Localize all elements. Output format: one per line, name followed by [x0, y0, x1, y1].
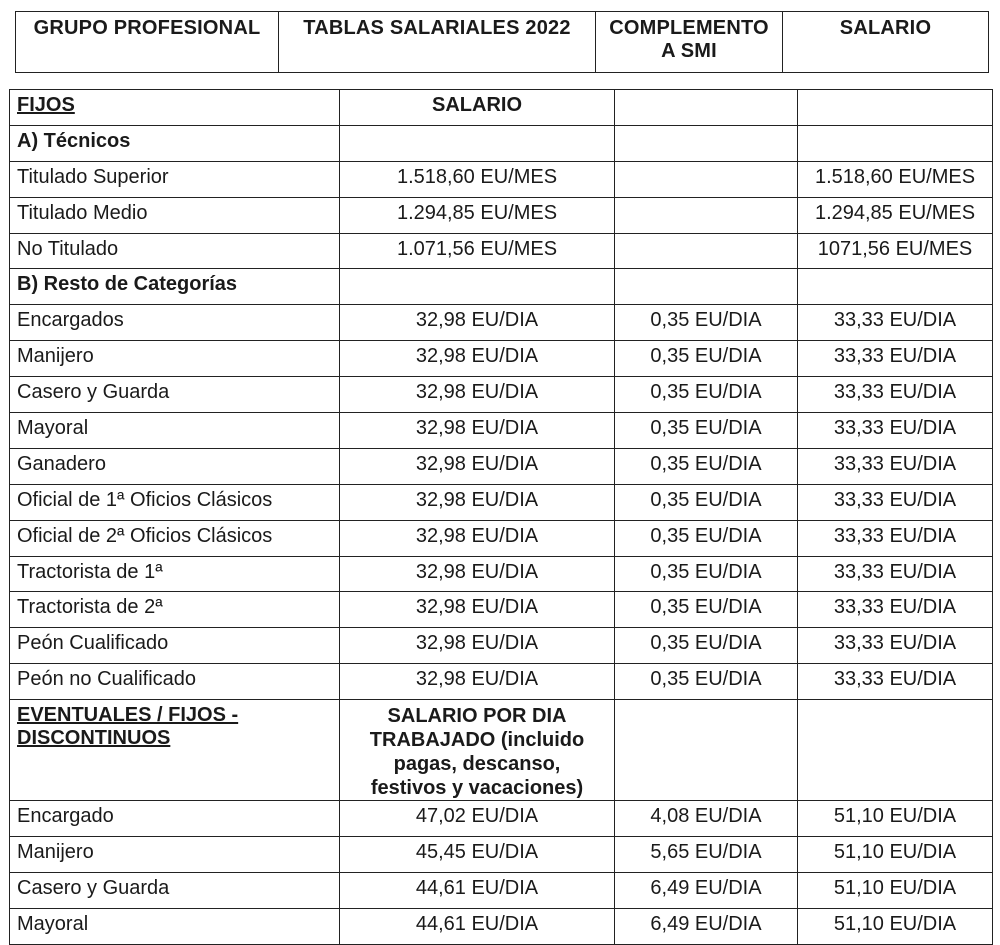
table-row: [10, 197, 993, 233]
row-salario: 33,33 EU/DIA: [798, 448, 993, 484]
row-label: Encargado: [10, 801, 340, 837]
row-complemento: 0,35 EU/DIA: [615, 413, 798, 449]
table-row: [10, 484, 993, 520]
row-complemento: 0,35 EU/DIA: [615, 628, 798, 664]
row-label: No Titulado: [10, 233, 340, 269]
header-complemento-smi: COMPLEMENTO A SMI: [596, 12, 783, 73]
row-tabla: 1.071,56 EU/MES: [340, 233, 615, 269]
row-complemento: 0,35 EU/DIA: [615, 484, 798, 520]
row-label: Manijero: [10, 341, 340, 377]
row-tabla: 44,61 EU/DIA: [340, 908, 615, 944]
row-salario: 33,33 EU/DIA: [798, 413, 993, 449]
empty-cell: [798, 125, 993, 161]
row-label: Peón no Cualificado: [10, 664, 340, 700]
subsection-row-tecnicos: [10, 125, 993, 161]
row-salario: 51,10 EU/DIA: [798, 872, 993, 908]
empty-cell: [340, 125, 615, 161]
row-complemento: [615, 197, 798, 233]
row-salario: 33,33 EU/DIA: [798, 377, 993, 413]
table-row: [10, 664, 993, 700]
section-row-fijos: [10, 90, 993, 126]
subsection-row-resto: [10, 269, 993, 305]
table-row: [10, 341, 993, 377]
table-row: [10, 801, 993, 837]
row-label: Mayoral: [10, 908, 340, 944]
row-tabla: 45,45 EU/DIA: [340, 837, 615, 873]
table-row: [10, 837, 993, 873]
row-complemento: 5,65 EU/DIA: [615, 837, 798, 873]
empty-cell: [615, 269, 798, 305]
fijos-salario-label: SALARIO: [340, 90, 615, 126]
empty-cell: [798, 269, 993, 305]
row-salario: 33,33 EU/DIA: [798, 664, 993, 700]
table-row: [10, 448, 993, 484]
row-complemento: 0,35 EU/DIA: [615, 305, 798, 341]
row-complemento: 0,35 EU/DIA: [615, 341, 798, 377]
row-tabla: 32,98 EU/DIA: [340, 305, 615, 341]
row-complemento: [615, 233, 798, 269]
row-label: Peón Cualificado: [10, 628, 340, 664]
row-complemento: 6,49 EU/DIA: [615, 908, 798, 944]
row-label: Ganadero: [10, 448, 340, 484]
row-complemento: 0,35 EU/DIA: [615, 520, 798, 556]
table-row: [10, 872, 993, 908]
row-tabla: 32,98 EU/DIA: [340, 448, 615, 484]
empty-cell: [798, 90, 993, 126]
row-label: Tractorista de 2ª: [10, 592, 340, 628]
section-title-eventuales: EVENTUALES / FIJOS - DISCONTINUOS: [10, 700, 340, 801]
row-complemento: 0,35 EU/DIA: [615, 664, 798, 700]
row-tabla: 32,98 EU/DIA: [340, 377, 615, 413]
empty-cell: [615, 700, 798, 801]
table-row: [10, 233, 993, 269]
row-salario: 33,33 EU/DIA: [798, 628, 993, 664]
row-salario: 51,10 EU/DIA: [798, 908, 993, 944]
row-salario: 51,10 EU/DIA: [798, 801, 993, 837]
header-salario: SALARIO: [783, 12, 989, 73]
table-row: [10, 377, 993, 413]
row-tabla: 32,98 EU/DIA: [340, 664, 615, 700]
header-grupo-profesional: GRUPO PROFESIONAL: [16, 12, 279, 73]
empty-cell: [798, 700, 993, 801]
empty-cell: [340, 269, 615, 305]
row-tabla: 32,98 EU/DIA: [340, 556, 615, 592]
row-label: Titulado Superior: [10, 161, 340, 197]
row-tabla: 47,02 EU/DIA: [340, 801, 615, 837]
row-complemento: 0,35 EU/DIA: [615, 592, 798, 628]
subsection-title-tecnicos: A) Técnicos: [10, 125, 340, 161]
table-row: [10, 556, 993, 592]
empty-cell: [615, 125, 798, 161]
row-tabla: 32,98 EU/DIA: [340, 592, 615, 628]
row-tabla: 1.518,60 EU/MES: [340, 161, 615, 197]
row-label: Oficial de 1ª Oficios Clásicos: [10, 484, 340, 520]
header-tablas-salariales: TABLAS SALARIALES 2022: [279, 12, 596, 73]
row-complemento: [615, 161, 798, 197]
section-row-eventuales: [10, 700, 993, 801]
row-salario: 33,33 EU/DIA: [798, 305, 993, 341]
row-tabla: 32,98 EU/DIA: [340, 628, 615, 664]
row-salario: 1.518,60 EU/MES: [798, 161, 993, 197]
row-label: Encargados: [10, 305, 340, 341]
row-label: Casero y Guarda: [10, 377, 340, 413]
table-row: [10, 592, 993, 628]
row-salario: 1071,56 EU/MES: [798, 233, 993, 269]
row-label: Titulado Medio: [10, 197, 340, 233]
row-tabla: 32,98 EU/DIA: [340, 520, 615, 556]
subsection-title-resto: B) Resto de Categorías: [10, 269, 340, 305]
row-salario: 33,33 EU/DIA: [798, 520, 993, 556]
row-tabla: 32,98 EU/DIA: [340, 341, 615, 377]
row-salario: 33,33 EU/DIA: [798, 592, 993, 628]
row-complemento: 4,08 EU/DIA: [615, 801, 798, 837]
table-row: [10, 161, 993, 197]
salary-table-body: [10, 90, 993, 945]
row-label: Manijero: [10, 837, 340, 873]
row-tabla: 44,61 EU/DIA: [340, 872, 615, 908]
salary-table: [9, 89, 993, 945]
empty-cell: [615, 90, 798, 126]
header-row: [16, 12, 989, 73]
row-complemento: 0,35 EU/DIA: [615, 556, 798, 592]
row-complemento: 0,35 EU/DIA: [615, 448, 798, 484]
table-row: [10, 628, 993, 664]
row-salario: 33,33 EU/DIA: [798, 484, 993, 520]
row-label: Oficial de 2ª Oficios Clásicos: [10, 520, 340, 556]
section-title-fijos: FIJOS: [10, 90, 340, 126]
table-row: [10, 908, 993, 944]
row-salario: 1.294,85 EU/MES: [798, 197, 993, 233]
row-complemento: 0,35 EU/DIA: [615, 377, 798, 413]
row-salario: 33,33 EU/DIA: [798, 556, 993, 592]
eventuales-salario-label: SALARIO POR DIA TRABAJADO (incluido pagas, descanso, festivos y vacaciones): [340, 700, 615, 801]
row-tabla: 32,98 EU/DIA: [340, 484, 615, 520]
row-salario: 51,10 EU/DIA: [798, 837, 993, 873]
row-tabla: 32,98 EU/DIA: [340, 413, 615, 449]
header-table: [15, 11, 989, 73]
row-label: Casero y Guarda: [10, 872, 340, 908]
row-salario: 33,33 EU/DIA: [798, 341, 993, 377]
row-label: Tractorista de 1ª: [10, 556, 340, 592]
row-tabla: 1.294,85 EU/MES: [340, 197, 615, 233]
row-complemento: 6,49 EU/DIA: [615, 872, 798, 908]
table-row: [10, 520, 993, 556]
table-row: [10, 413, 993, 449]
row-label: Mayoral: [10, 413, 340, 449]
table-row: [10, 305, 993, 341]
